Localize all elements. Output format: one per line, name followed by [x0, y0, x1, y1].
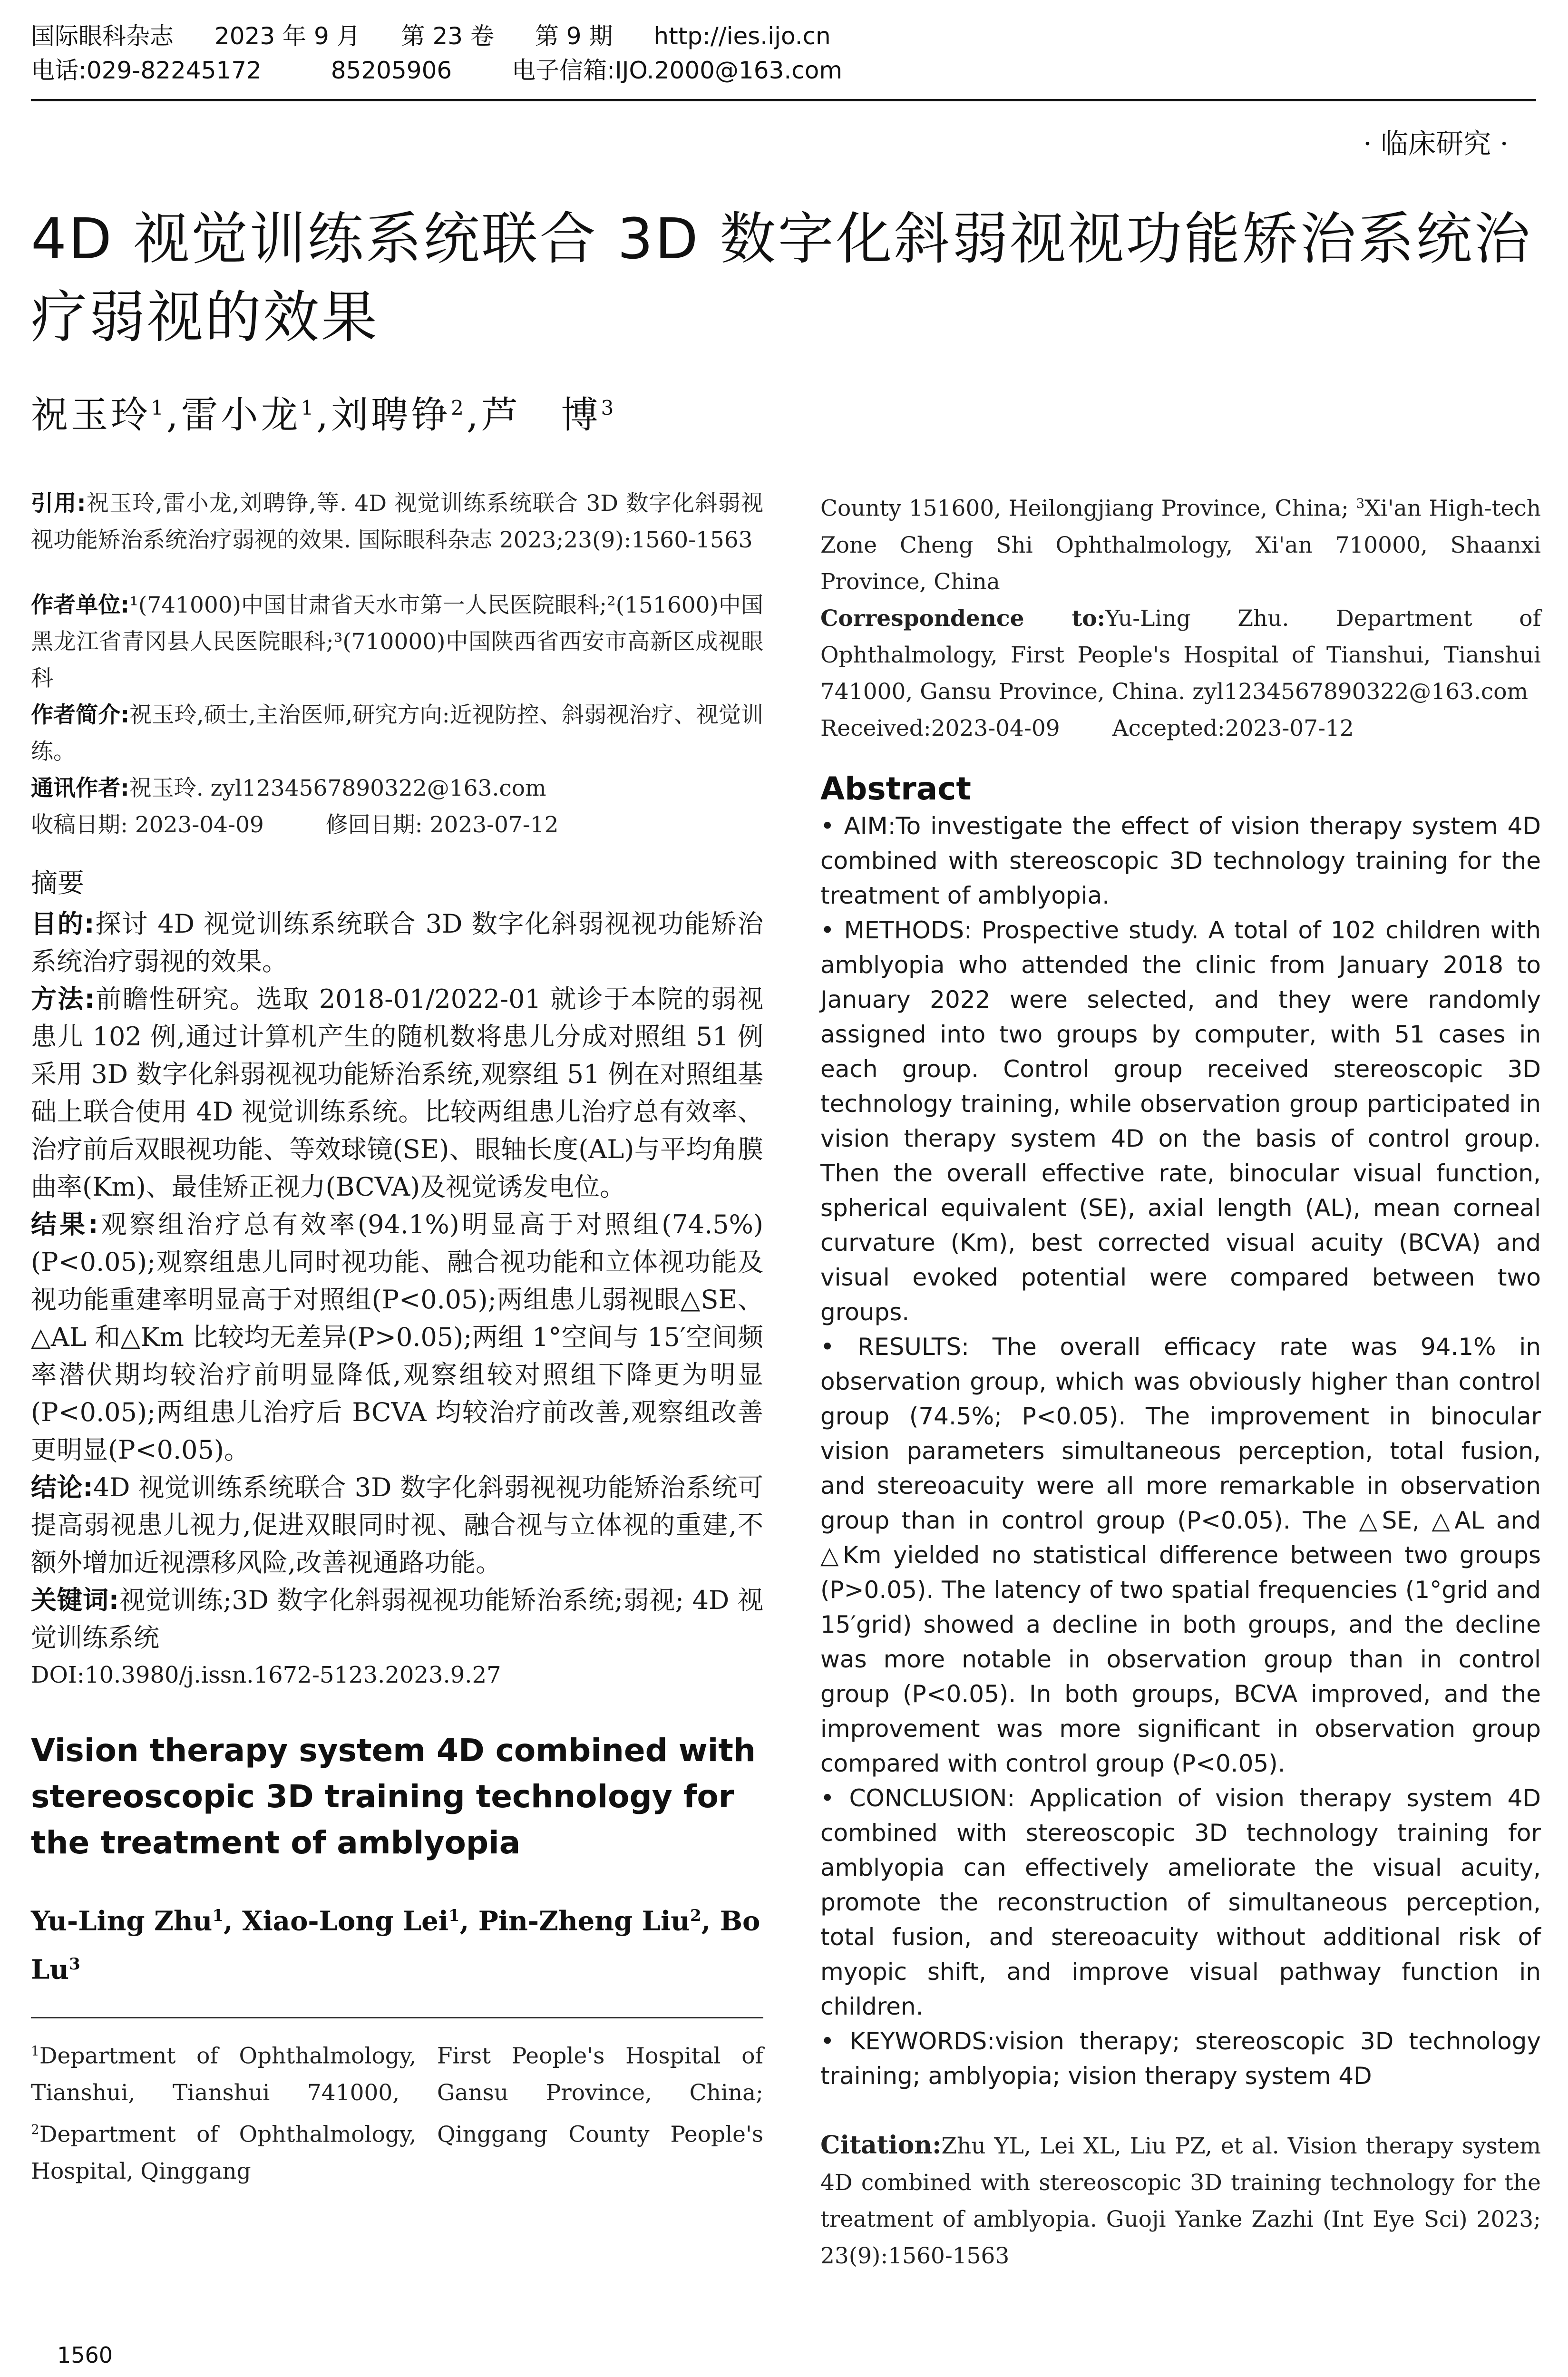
corresponding-cn-label: 通讯作者: — [31, 775, 129, 801]
author-sup: 2 — [690, 1906, 701, 1925]
received-cn: 收稿日期: 2023-04-09 — [31, 812, 264, 838]
conclusion-label: 结论: — [31, 1472, 93, 1502]
abstract-cn — [31, 905, 763, 1694]
author-en: Xiao-Long Lei — [242, 1905, 449, 1937]
results-text: 观察组治疗总有效率(94.1%)明显高于对照组(74.5%)(P<0.05);观察组患儿同时视功能、融合视功能和立体视功能及视功能重建率明显高于对照组(P<0.05);两组患儿弱视眼△SE、△AL 和△Km 比较均无差异(P>0.05);两组 1°空间与 15′空间频率潜伏期均较治疗前明显降低,观察组较对照组下降更为明显(P<0.05);两组患儿治疗后 BCVA 均较治疗前改善,观察组改善更明显(P<0.05)。 — [31, 1209, 763, 1465]
header-rule — [31, 99, 1536, 101]
citation-cn — [31, 485, 763, 558]
dates-cn — [31, 807, 763, 843]
abstract-cn-heading: 摘要 — [31, 868, 84, 899]
citation-en-label: Citation: — [820, 2130, 942, 2160]
author-sup: 1 — [151, 396, 166, 419]
abstract-en-keywords: • KEYWORDS:vision therapy; stereoscopic 3D technology training; amblyopia; vision therapy system 4D — [820, 2027, 1541, 2090]
article-title: 4D 视觉训练系统联合 3D 数字化斜弱视视功能矫治系统治疗弱视的效果 — [31, 206, 1532, 350]
abstract-en-conclusion: • CONCLUSION: Application of vision therapy system 4D combined with stereoscopic 3D technology training for amblyopia can effectively ameliorate the visual acuity, promote the reconstruction of simultaneous perception, total fusion, and stereoacuity without additional risk of myopic shift, and improve visual pathway function in children. — [820, 1784, 1541, 2020]
phone: 电话:029-82245172 — [31, 57, 262, 84]
conclusion-text: 4D 视觉训练系统联合 3D 数字化斜弱视视功能矫治系统可提高弱视患儿视力,促进双眼同时视、融合视与立体视的重建,不额外增加近视漂移风险,改善视通路功能。 — [31, 1472, 763, 1578]
author-sup: 2 — [451, 396, 467, 419]
section-tag: · 临床研究 · — [1363, 127, 1509, 160]
affiliation-1: Department of Ophthalmology, First People's Hospital of Tianshui, Tianshui 741000, Gansu Province, China; — [31, 2043, 763, 2106]
page-number: 1560 — [57, 2342, 113, 2368]
right-column — [820, 485, 1541, 2274]
author-cn: 刘聘铮 — [331, 394, 451, 437]
aim-label: 目的: — [31, 909, 95, 939]
affiliation-2-cont: County 151600, Heilongjiang Province, China; — [820, 495, 1349, 522]
authors-cn: 祝玉玲$^1$,雷小龙$^1$,刘聘铮$^2$,芦 博$^3$ — [31, 394, 617, 437]
author-en: Yu-Ling Zhu — [31, 1905, 213, 1937]
journal-name: 国际眼科杂志 — [31, 22, 174, 50]
affiliation-cn-text: ¹(741000)中国甘肃省天水市第一人民医院眼科;²(151600)中国黑龙江省青冈县人民医院眼科;³(710000)中国陕西省西安市高新区成视眼科 — [31, 592, 763, 692]
abstract-en-methods: • METHODS: Prospective study. A total of 102 children with amblyopia who attended the clinic from January 2018 to January 2022 were selected, and they were randomly assigned into two groups by computer, with 51 cases in each group. Control group received stereoscopic 3D technology training, while observation group participated in vision therapy system 4D on the basis of control group. Then the overall effective rate, binocular visual function, spherical equivalent (SE), axial length (AL), mean corneal curvature (Km), best corrected visual acuity (BCVA) and visual evoked potential were compared between two groups. — [820, 916, 1541, 1326]
author-en: Bo Lu — [31, 1905, 760, 1986]
citation-en — [820, 2127, 1541, 2274]
volume: 第 23 卷 — [401, 22, 494, 50]
author-bio-label: 作者简介: — [31, 702, 130, 728]
author-cn: 芦 博 — [481, 394, 601, 437]
affiliation-rule — [31, 2017, 763, 2018]
received-en: Received:2023-04-09 — [820, 715, 1060, 741]
methods-label: 方法: — [31, 984, 95, 1014]
accepted-en: Accepted:2023-07-12 — [1112, 715, 1354, 741]
abstract-en — [820, 809, 1541, 2094]
keywords-label: 关键词: — [31, 1585, 119, 1615]
abstract-cn-methods — [31, 980, 763, 1206]
affiliation-cn — [31, 587, 763, 697]
author-cn: 祝玉玲 — [31, 394, 151, 437]
journal-email: 电子信箱:IJO.2000@163.com — [512, 57, 843, 84]
corresponding-cn-text: 祝玉玲. zyl1234567890322@163.com — [129, 775, 546, 801]
author-bio — [31, 697, 763, 770]
correspondence-en — [820, 600, 1541, 710]
doi[interactable]: DOI:10.3980/j.issn.1672-5123.2023.9.27 — [31, 1662, 501, 1688]
keywords-text: 视觉训练;3D 数字化斜弱视视功能矫治系统;弱视; 4D 视觉训练系统 — [31, 1585, 763, 1653]
affiliations-en: $^1$Department of Ophthalmology, First People's Hospital of Tianshui, Tianshui 741000, Gansu Province, China; $^2$Department of Ophthalmology, Qinggang County People's Hospital, Qinggang — [31, 2043, 763, 2184]
issue-date: 2023 年 9 月 — [214, 22, 360, 50]
citation-cn-label: 引用: — [31, 490, 86, 516]
left-column — [31, 485, 763, 2190]
english-title: Vision therapy system 4D combined with stereoscopic 3D training technology for the treatment of amblyopia — [31, 1732, 756, 1861]
author-sup: 3 — [601, 396, 617, 419]
author-sup: 1 — [301, 396, 317, 419]
author-bio-text: 祝玉玲,硕士,主治医师,研究方向:近视防控、斜弱视治疗、视觉训练。 — [31, 702, 763, 765]
revised-cn: 修回日期: 2023-07-12 — [325, 812, 559, 838]
methods-text: 前瞻性研究。选取 2018-01/2022-01 就诊于本院的弱视患儿 102 例,通过计算机产生的随机数将患儿分成对照组 51 例采用 3D 数字化斜弱视视功能矫治系统,观察组 51 例在对照组基础上联合使用 4D 视觉训练系统。比较两组患儿治疗总有效率、治疗前后双眼视功能、等效球镜(SE)、眼轴长度(AL)与平均角膜曲率(Km)、最佳矫正视力(BCVA)及视觉诱发电位。 — [31, 984, 763, 1202]
journal-url[interactable]: http://ies.ijo.cn — [653, 22, 831, 50]
abstract-cn-conclusion — [31, 1469, 763, 1581]
results-label: 结果: — [31, 1209, 98, 1239]
affiliations-en-cont: County 151600, Heilongjiang Province, China; $^3$Xi'an High-tech Zone Cheng Shi Ophthalmology, Xi'an 710000, Shaanxi Province, China — [820, 495, 1541, 595]
citation-cn-text: 祝玉玲,雷小龙,刘聘铮,等. 4D 视觉训练系统联合 3D 数字化斜弱视视功能矫治系统治疗弱视的效果. 国际眼科杂志 2023;23(9):1560-1563 — [31, 490, 763, 553]
running-header — [31, 19, 1481, 88]
dates-en — [820, 710, 1541, 747]
phone-2: 85205906 — [331, 57, 452, 84]
author-sup: 3 — [69, 1954, 80, 1974]
abstract-cn-results — [31, 1206, 763, 1469]
corresponding-cn — [31, 770, 763, 807]
aim-text: 探讨 4D 视觉训练系统联合 3D 数字化斜弱视视功能矫治系统治疗弱视的效果。 — [31, 909, 763, 976]
issue: 第 9 期 — [535, 22, 613, 50]
citation-en-text: Zhu YL, Lei XL, Liu PZ, et al. Vision therapy system 4D combined with stereoscopic 3D training technology for the treatment of amblyopia. Guoji Yanke Zazhi (Int Eye Sci) 2023; 23(9):1560-1563 — [820, 2133, 1541, 2269]
correspondence-text: Yu-Ling Zhu. Department of Ophthalmology, First People's Hospital of Tianshui, Tianshui 741000, Gansu Province, China. zyl1234567890322@163.com — [820, 605, 1541, 705]
author-cn: 雷小龙 — [181, 394, 301, 437]
affiliation-cn-label: 作者单位: — [31, 592, 130, 618]
abstract-cn-keywords — [31, 1581, 763, 1656]
affiliation-3: Xi'an High-tech Zone Cheng Shi Ophthalmology, Xi'an 710000, Shaanxi Province, China — [820, 495, 1541, 595]
author-sup: 1 — [212, 1906, 224, 1925]
affiliation-2: Department of Ophthalmology, Qinggang County People's Hospital, Qinggang — [31, 2121, 763, 2184]
abstract-en-results: • RESULTS: The overall efficacy rate was 94.1% in observation group, which was obviously higher than control group (74.5%; P<0.05). The improvement in binocular vision parameters simultaneous perception, total fusion, and stereoacuity were all more remarkable in observation group than in control group (P<0.05). The △SE, △AL and △Km yielded no statistical difference between two groups (P>0.05). The latency of two spatial frequencies (1°grid and 15′grid) showed a decline in both groups, and the decline was more notable in observation group than in control group (P<0.05). In both groups, BCVA improved, and the improvement was more significant in observation group compared with control group (P<0.05). — [820, 1333, 1541, 1777]
abstract-en-heading: Abstract — [820, 770, 971, 807]
authors-en: Yu-Ling Zhu$^1$, Xiao-Long Lei$^1$, Pin-Zheng Liu$^2$, Bo Lu$^3$ — [31, 1905, 760, 1986]
author-en: Pin-Zheng Liu — [478, 1905, 691, 1937]
author-sup: 1 — [448, 1906, 460, 1925]
abstract-cn-aim — [31, 905, 763, 980]
abstract-en-aim: • AIM:To investigate the effect of vision therapy system 4D combined with stereoscopic 3D technology training for the treatment of amblyopia. — [820, 812, 1541, 909]
correspondence-label: Correspondence to: — [820, 605, 1105, 632]
